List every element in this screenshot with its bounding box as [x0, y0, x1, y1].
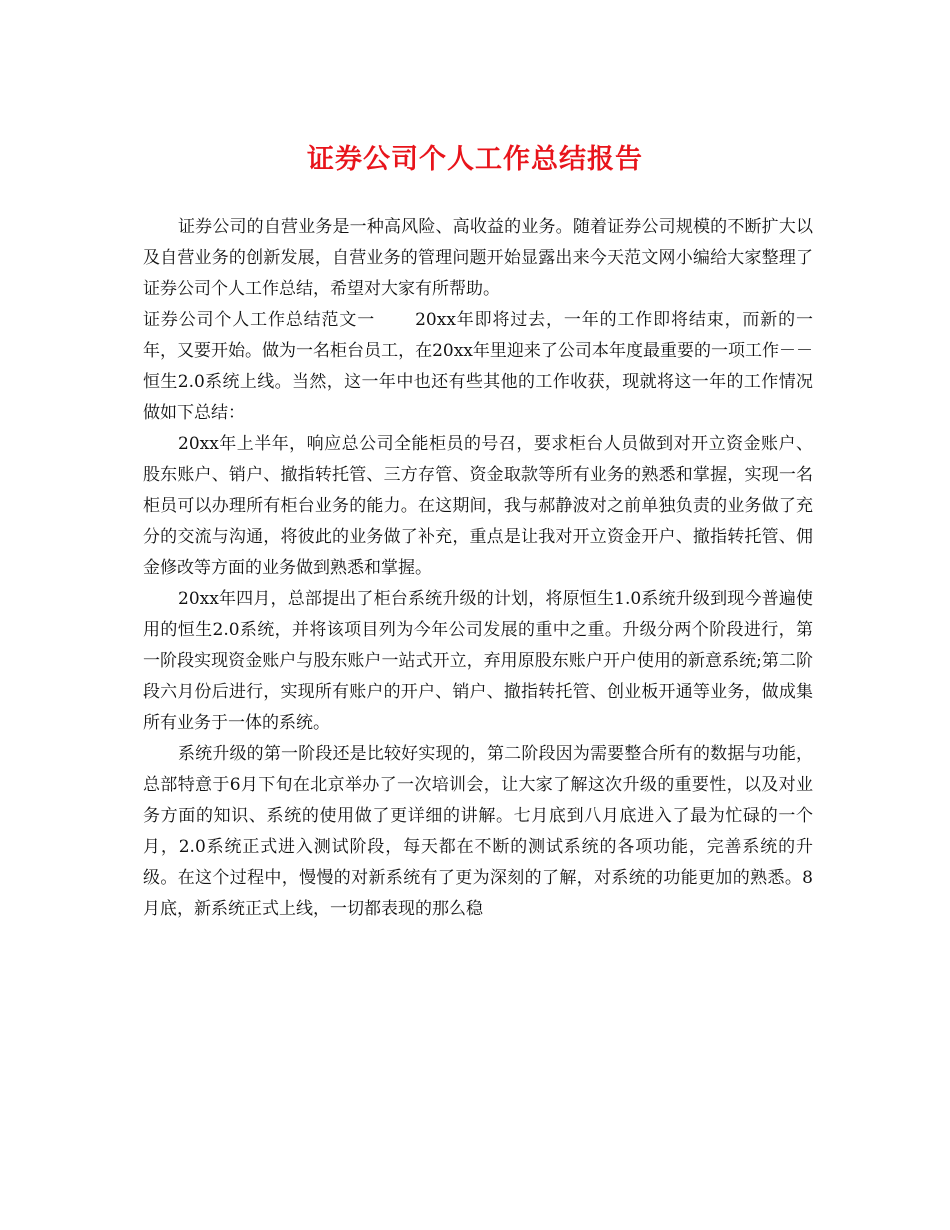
section-heading: 证券公司个人工作总结范文一	[143, 310, 376, 330]
section-opening: 20xx年即将过去，一年的工作即将结束，而新的一年，又要开始。做为一名柜台员工，在20xx年里迎来了公司本年度最重要的一项工作－－恒生2.0系统上线。当然，这一年中也还有些其他的工作收获，现就将这一年的工作情况做如下总结：	[143, 310, 813, 423]
body-paragraph-2: 20xx年四月，总部提出了柜台系统升级的计划，将原恒生1.0系统升级到现今普遍使用的恒生2.0系统，并将该项目列为今年公司发展的重中之重。升级分两个阶段进行，第一阶段实现资金账户与股东账户一站式开立，弃用原股东账户开户使用的新意系统;第二阶段六月份后进行，实现所有账户的开户、销户、撤指转托管、创业板开通等业务，做成集所有业务于一体的系统。	[143, 589, 813, 733]
body-paragraph-3: 系统升级的第一阶段还是比较好实现的，第二阶段因为需要整合所有的数据与功能，总部特意于6月下旬在北京举办了一次培训会，让大家了解这次升级的重要性，以及对业务方面的知识、系统的使用做了更详细的讲解。七月底到八月底进入了最为忙碌的一个月，2.0系统正式进入测试阶段，每天都在不断的测试系统的各项功能，完善系统的升级。在这个过程中，慢慢的对新系统有了更为深刻的了解，对系统的功能更加的熟悉。8月底，新系统正式上线，一切都表现的那么稳	[143, 744, 813, 919]
body-paragraph-1: 20xx年上半年，响应总公司全能柜员的号召，要求柜台人员做到对开立资金账户、股东账户、销户、撤指转托管、三方存管、资金取款等所有业务的熟悉和掌握，实现一名柜员可以办理所有柜台业务的能力。在这期间，我与郝静波对之前单独负责的业务做了充分的交流与沟通，将彼此的业务做了补充，重点是让我对开立资金开户、撤指转托管、佣金修改等方面的业务做到熟悉和掌握。	[143, 434, 813, 578]
document-title: 证券公司个人工作总结报告	[307, 144, 643, 175]
document-body	[143, 212, 813, 925]
section-paragraph	[143, 305, 813, 429]
intro-paragraph: 证券公司的自营业务是一种高风险、高收益的业务。随着证券公司规模的不断扩大以及自营业务的创新发展，自营业务的管理问题开始显露出来今天范文网小编给大家整理了证券公司个人工作总结，希望对大家有所帮助。	[143, 217, 813, 299]
